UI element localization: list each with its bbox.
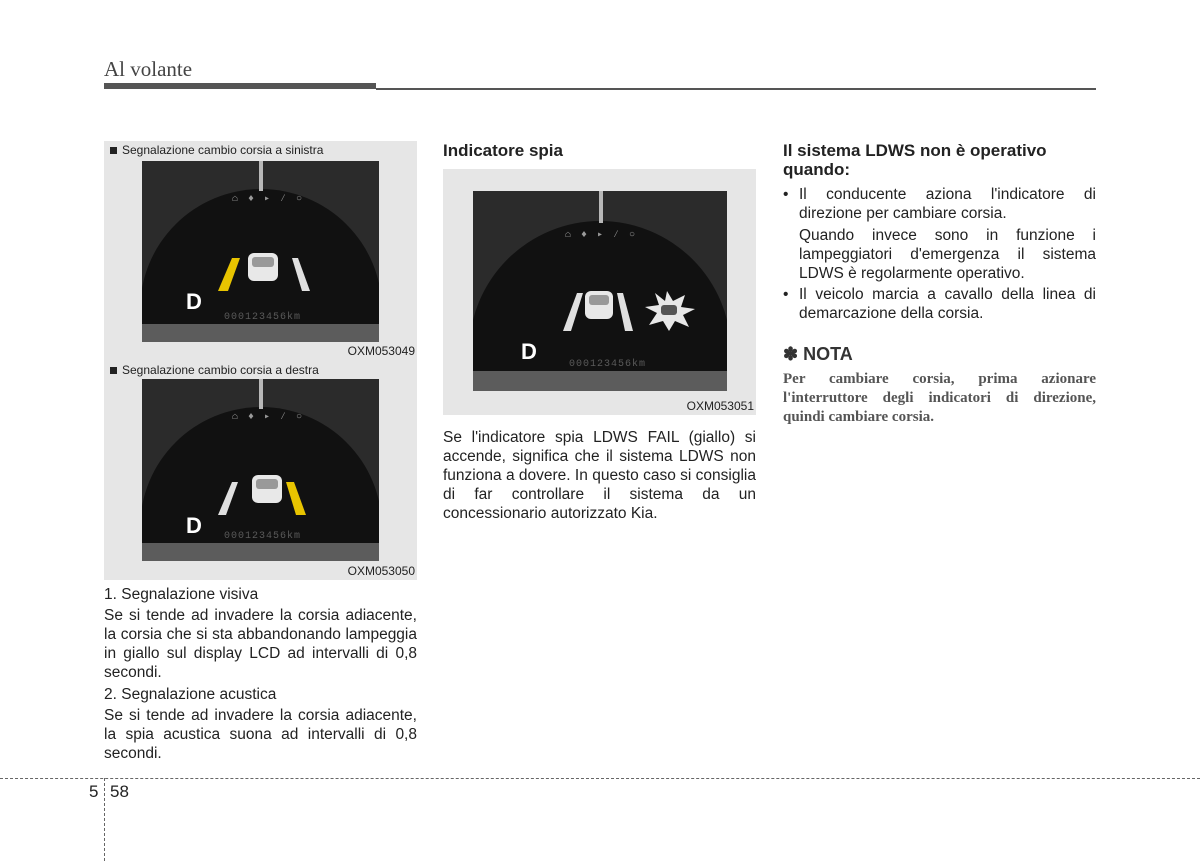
item-acoustic-text: Se si tende ad invadere la corsia adiacente, la spia acustica suona ad intervalli di 0,8 secondi. bbox=[104, 707, 417, 762]
footer-rule bbox=[0, 778, 1200, 779]
indicator-icons: ⌂ ♦ ▸ ∕ ○ bbox=[232, 194, 305, 205]
lcd-display-image bbox=[473, 191, 727, 391]
bullet-square-icon bbox=[110, 367, 117, 374]
item-acoustic-title: 2. Segnalazione acustica bbox=[104, 686, 277, 703]
page-number: 58 bbox=[110, 782, 129, 801]
note-text: Per cambiare corsia, prima azionare l'interruttore degli indicatori di direzione, quindi cambiare corsia. bbox=[783, 371, 1096, 425]
column-left-text bbox=[104, 585, 417, 763]
lcd-display-image bbox=[142, 161, 379, 342]
gear-indicator: D bbox=[186, 289, 202, 314]
figure-right-lane-warning bbox=[104, 361, 417, 580]
gear-indicator: D bbox=[186, 513, 202, 538]
section-heading-ldws-not-operative: Il sistema LDWS non è operativo quando: bbox=[783, 141, 1047, 179]
figure-ldws-fail bbox=[443, 169, 756, 415]
gear-indicator: D bbox=[521, 339, 537, 364]
header-rule-thick bbox=[104, 83, 376, 89]
lcd-display-image bbox=[142, 379, 379, 561]
figure-caption: Segnalazione cambio corsia a sinistra bbox=[110, 143, 323, 157]
ldws-fail-graphic bbox=[557, 285, 707, 335]
note-heading: ✽ NOTA bbox=[783, 344, 853, 364]
odometer: 000123456km bbox=[569, 359, 647, 370]
item-visual-text: Se si tende ad invadere la corsia adiacente, la corsia che si sta abbandonando lampeggia in giallo sul display LCD ad intervalli di 0,8 secondi. bbox=[104, 607, 417, 681]
section-number: 5 bbox=[89, 782, 99, 801]
indicator-icons: ⌂ ♦ ▸ ∕ ○ bbox=[232, 412, 305, 423]
footer-divider bbox=[104, 778, 105, 861]
figure-code: OXM053051 bbox=[686, 399, 754, 413]
figure-code: OXM053049 bbox=[347, 344, 415, 358]
figure-caption: Segnalazione cambio corsia a destra bbox=[110, 363, 319, 377]
running-header: Al volante bbox=[104, 57, 193, 81]
figure-left-lane-warning bbox=[104, 141, 417, 361]
bullet-item: • Il veicolo marcia a cavallo della linea di demarcazione della corsia. bbox=[783, 286, 1096, 322]
warning-light-text: Se l'indicatore spia LDWS FAIL (giallo) si accende, significa che il sistema LDWS non funziona a dovere. In questo caso si consiglia di far controllare il sistema da un concessionario autorizzato Kia. bbox=[443, 429, 756, 522]
lane-departure-left-graphic bbox=[212, 243, 312, 293]
odometer: 000123456km bbox=[224, 312, 302, 323]
figure-code: OXM053050 bbox=[347, 564, 415, 578]
header-rule-thin bbox=[376, 88, 1096, 90]
odometer: 000123456km bbox=[224, 531, 302, 542]
section-heading-warning-light: Indicatore spia bbox=[443, 141, 563, 160]
bullet-square-icon bbox=[110, 147, 117, 154]
bullet-item: • Il conducente aziona l'indicatore di direzione per cambiare corsia. Quando invece sono in funzione i lampeggiatori d'emergenza il sistema LDWS è regolarmente operativo. bbox=[783, 186, 1096, 282]
item-visual-title: 1. Segnalazione visiva bbox=[104, 586, 259, 603]
indicator-icons: ⌂ ♦ ▸ ∕ ○ bbox=[565, 230, 638, 241]
lane-departure-right-graphic bbox=[212, 467, 312, 517]
